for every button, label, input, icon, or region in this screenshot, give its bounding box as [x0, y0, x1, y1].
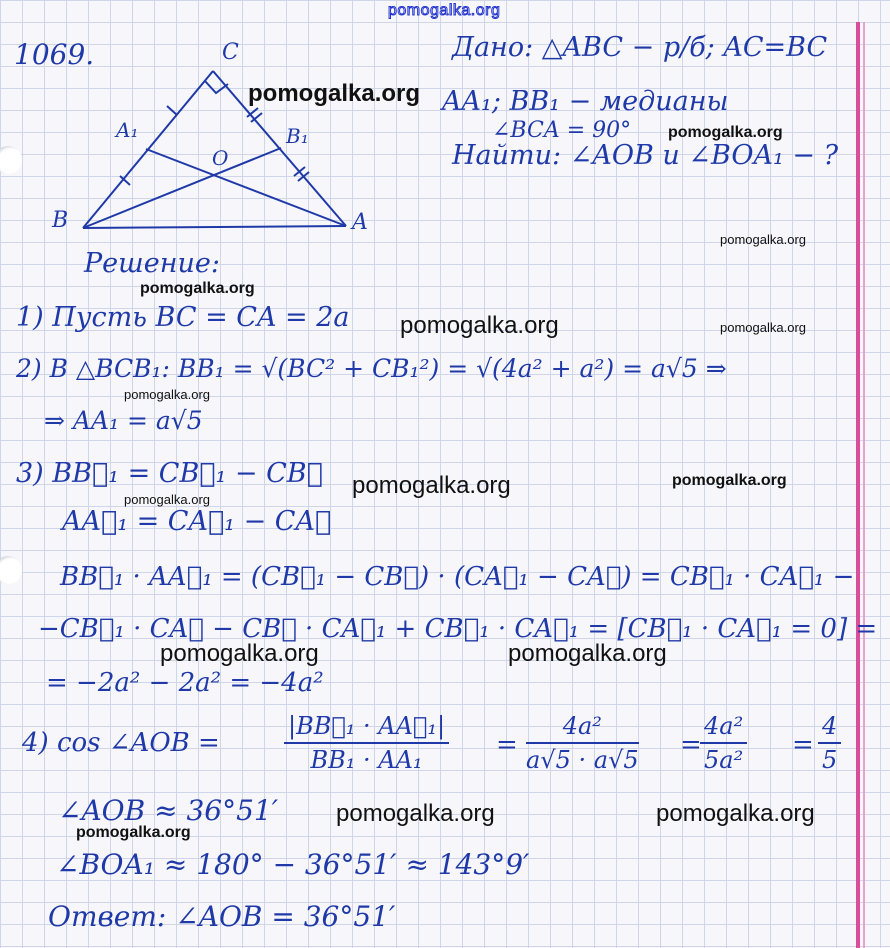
given-line-2: AA₁; BB₁ − медианы: [442, 86, 729, 117]
fraction-4-denominator: 5: [822, 746, 838, 774]
watermark: pomogalka.org: [656, 800, 815, 827]
given-line-3: ∠BCA = 90°: [492, 118, 632, 143]
watermark: pomogalka.org: [508, 640, 667, 667]
fraction-3: [700, 712, 747, 774]
watermark: pomogalka.org: [336, 800, 495, 827]
watermark: pomogalka.org: [124, 387, 210, 402]
problem-number: 1069.: [14, 38, 95, 71]
watermark: pomogalka.org: [76, 824, 191, 841]
equals-sign: =: [792, 730, 814, 760]
label-vertex-b: B: [52, 208, 69, 233]
step-3-line-3: BB⃗₁ · AA⃗₁ = (CB⃗₁ − CB⃗) · (CA⃗₁ − CA⃗) = CB⃗₁ · CA⃗₁ −: [60, 562, 855, 592]
label-point-a1: A₁: [116, 118, 139, 142]
step-3-line-1: 3) BB⃗₁ = CB⃗₁ − CB⃗: [16, 458, 323, 489]
angle-boa1-result: ∠BOA₁ ≈ 180° − 36°51′ ≈ 143°9′: [56, 848, 530, 881]
solution-title: Решение:: [84, 248, 220, 279]
watermark: pomogalka.org: [720, 232, 806, 247]
fraction-4: [818, 712, 841, 774]
fraction-2: [526, 712, 639, 774]
label-vertex-a: A: [352, 210, 368, 235]
equals-sign: =: [680, 730, 702, 760]
fraction-2-denominator: a√5 · a√5: [526, 746, 639, 774]
step-3-line-2: AA⃗₁ = CA⃗₁ − CA⃗: [62, 506, 332, 537]
fraction-1-numerator: |BB⃗₁ · AA⃗₁|: [284, 712, 449, 744]
label-point-b1: B₁: [286, 124, 309, 148]
answer: Ответ: ∠AOB = 36°51′: [48, 900, 396, 933]
watermark: pomogalka.org: [248, 80, 421, 107]
tick-mark: [167, 106, 177, 115]
equals-sign: =: [496, 730, 518, 760]
watermark: pomogalka.org: [160, 640, 319, 667]
right-angle-mark: [205, 81, 228, 93]
watermark: pomogalka.org: [672, 472, 787, 489]
watermark: pomogalka.org: [140, 280, 255, 297]
step-2-line-1: 2) В △BCB₁: BB₁ = √(BC² + CB₁²) = √(4a² + a²) = a√5 ⇒: [16, 354, 727, 383]
watermark: pomogalka.org: [124, 492, 210, 507]
label-point-o: O: [212, 146, 229, 170]
median-aa1: [146, 149, 346, 226]
step-4-label: 4) cos ∠AOB =: [22, 728, 220, 758]
site-header[interactable]: pomogalka.org: [388, 2, 501, 19]
fraction-3-numerator: 4a²: [700, 712, 747, 744]
fraction-4-numerator: 4: [818, 712, 841, 744]
step-3-line-5: = −2a² − 2a² = −4a²: [46, 668, 324, 698]
given-line-1: Дано: △ABC − р/б; AC=BC: [452, 32, 828, 63]
label-vertex-c: C: [222, 40, 239, 65]
angle-aob-result: ∠AOB ≈ 36°51′: [58, 794, 279, 827]
step-2-line-2: ⇒ AA₁ = a√5: [44, 406, 203, 435]
watermark: pomogalka.org: [352, 472, 511, 499]
median-bb1: [83, 148, 281, 228]
watermark: pomogalka.org: [400, 312, 559, 339]
side-ba: [83, 226, 346, 228]
step-1: 1) Пусть BC = CA = 2a: [16, 302, 350, 333]
fraction-3-denominator: 5a²: [704, 746, 744, 774]
step-3-line-4: −CB⃗₁ · CA⃗ − CB⃗ · CA⃗₁ + CB⃗₁ · CA⃗₁ = [CB⃗₁ · CA⃗₁ = 0] =: [38, 614, 878, 644]
fraction-1-denominator: BB₁ · AA₁: [310, 746, 423, 774]
watermark: pomogalka.org: [668, 124, 783, 141]
given-line-4: Найти: ∠AOB и ∠BOA₁ − ?: [452, 140, 839, 171]
watermark: pomogalka.org: [720, 320, 806, 335]
fraction-2-numerator: 4a²: [526, 712, 639, 744]
fraction-1: [284, 712, 449, 774]
